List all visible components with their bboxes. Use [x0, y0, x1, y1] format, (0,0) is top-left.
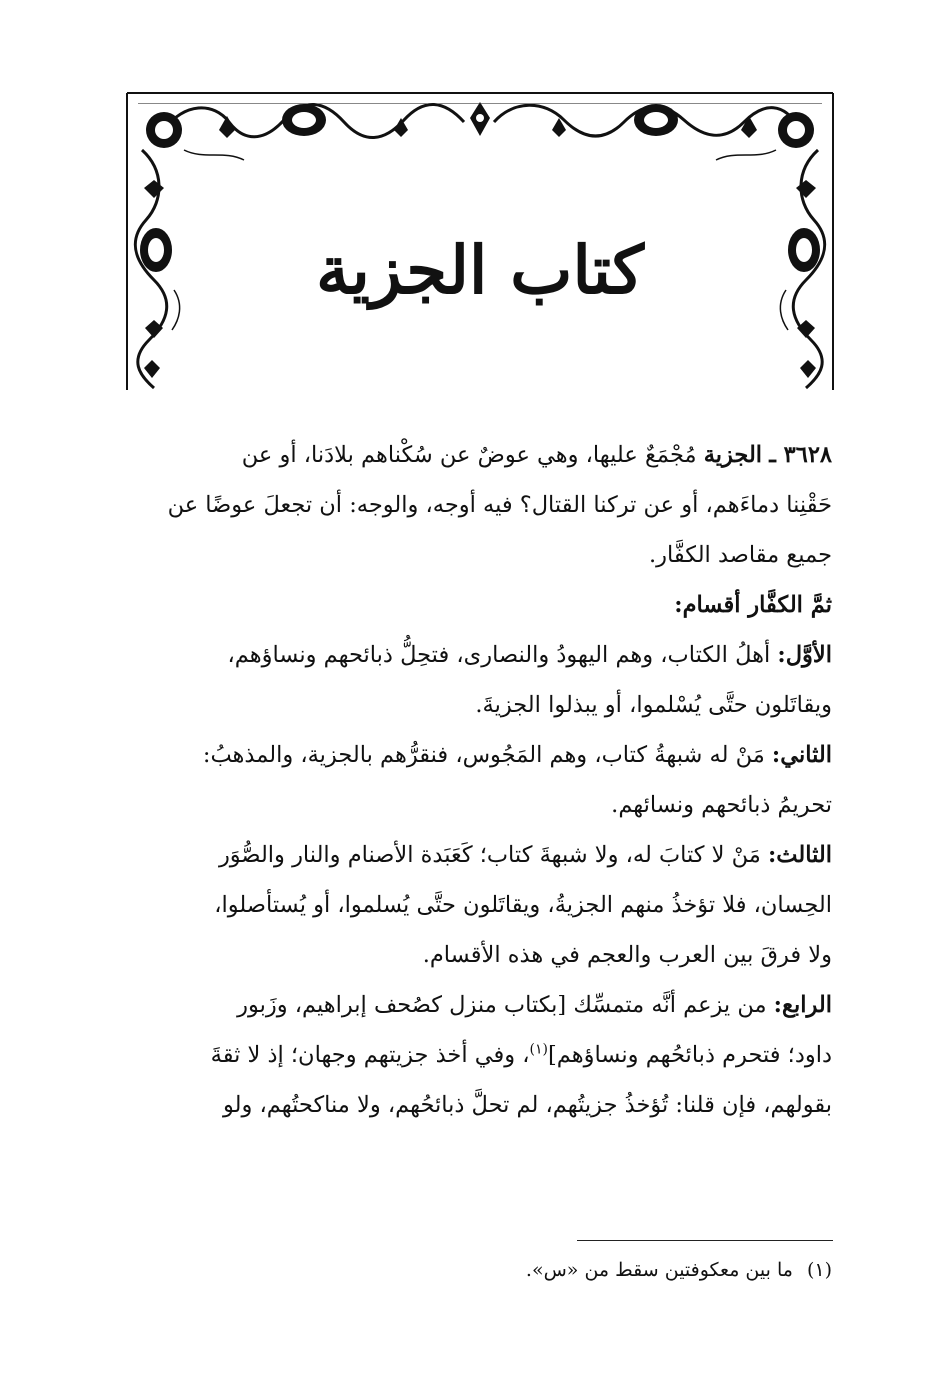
text-line: ويقاتَلون حتَّى يُسْلموا، أو يبذلوا الجزيةَ.	[475, 692, 832, 718]
line-text: أهلُ الكتاب، وهم اليهودُ والنصارى، فتحِلُّ ذبائحهم ونساؤهم،	[227, 642, 771, 668]
text-line: بقولهم، فإن قلنا: تُؤخذُ جزيتُهم، لم تحلَّ ذبائحُهم، ولا مناكحتُهم، ولو	[223, 1092, 832, 1118]
paragraph-first-category	[112, 630, 832, 730]
text-line: ثمَّ الكفَّار أقسام:	[674, 592, 832, 618]
text-line	[112, 1030, 832, 1080]
paragraph-third-category	[112, 830, 832, 980]
chapter-title: كتاب الجزية	[316, 231, 644, 309]
text-line: حَقْنِنا دماءَهم، أو عن تركنا القتال؟ فيه أوجه، والوجه: أن تجعلَ عوضًا عن	[167, 492, 832, 518]
line-text: مُجْمَعٌ عليها، وهي عوضٌ عن سُكْناهم بلادَنا، أو عن	[241, 442, 697, 468]
paragraph-categories-intro	[112, 580, 832, 630]
text-line: ولا فرقَ بين العرب والعجم في هذه الأقسام.	[422, 942, 832, 968]
text-line: جميع مقاصد الكفَّار.	[649, 542, 832, 568]
line-text: من يزعم أنَّه متمسِّك [بكتاب منزل كصُحف إبراهيم، وزَبور	[237, 992, 767, 1018]
text-line: تحريمُ ذبائحهم ونسائهم.	[611, 792, 832, 818]
text-line	[112, 430, 832, 480]
paragraph-lead: الثاني:	[771, 742, 832, 768]
paragraph-lead: الأوَّل:	[777, 642, 832, 668]
footnote-number: (١)	[806, 1259, 832, 1281]
page-body	[112, 430, 832, 1130]
paragraph-number: ٣٦٢٨ ـ	[769, 442, 832, 468]
paragraph-lead: الجزية	[703, 442, 763, 468]
line-text: مَنْ لا كتابَ له، ولا شبهةَ كتاب؛ كَعَبَدة الأصنام والنار والصُّوَر	[218, 842, 761, 868]
footnote	[112, 1252, 832, 1288]
paragraph-3628	[112, 430, 832, 580]
line-text: مَنْ له شبهةُ كتاب، وهم المَجُوس، فنقرُّهم بالجزية، والمذهبُ:	[202, 742, 765, 768]
text-line	[112, 830, 832, 880]
text-line	[112, 630, 832, 680]
text-line: الحِسان، فلا تؤخذُ منهم الجزيةُ، ويقاتَلون حتَّى يُسلموا، أو يُستأصلوا،	[214, 892, 832, 918]
footnote-text: ما بين معكوفتين سقط من «س».	[525, 1259, 793, 1281]
text-line	[112, 730, 832, 780]
paragraph-second-category	[112, 730, 832, 830]
paragraph-lead: الثالث:	[767, 842, 832, 868]
paragraph-lead: الرابع:	[773, 992, 832, 1018]
line-text: داود؛ فتحرم ذبائحُهم ونساؤهم]	[548, 1042, 832, 1068]
line-text: ، وفي أخذ جزيتهم وجهان؛ إذ لا ثقةَ	[210, 1042, 530, 1068]
text-line	[112, 980, 832, 1030]
paragraph-fourth-category	[112, 980, 832, 1130]
footnote-divider	[577, 1240, 833, 1241]
footnote-reference[interactable]: (١)	[529, 1041, 548, 1058]
